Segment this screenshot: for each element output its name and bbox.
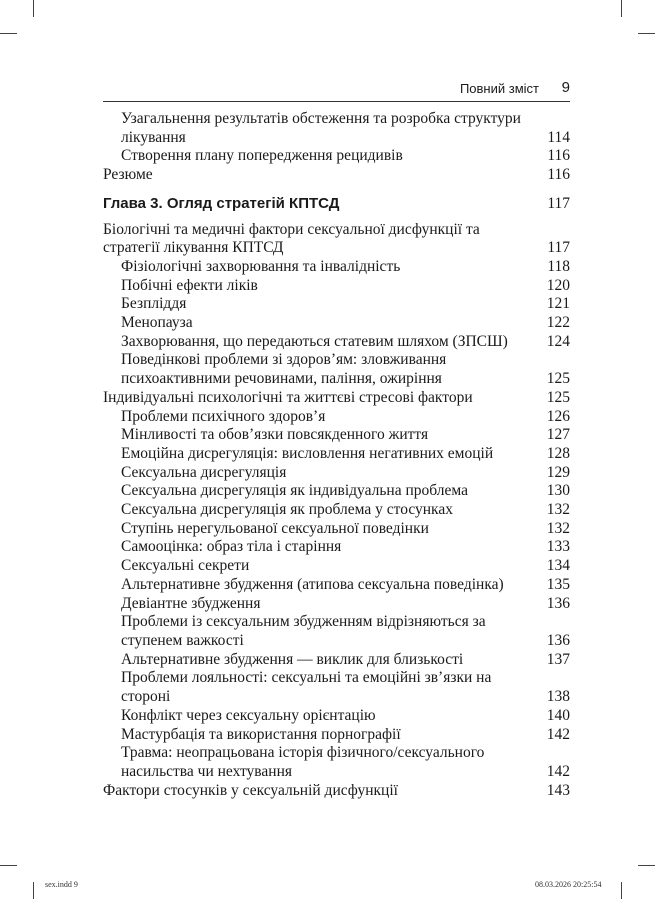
toc-entry-page: 135 bbox=[546, 575, 570, 593]
running-title: Повний зміст bbox=[459, 81, 539, 96]
toc-entry-page: 134 bbox=[546, 557, 570, 575]
toc-entry-title: Сексуальна дисрегуляція bbox=[121, 463, 287, 481]
toc-entry-title: Проблеми лояльності: сексуальні та емоційні зв’язки на стороні bbox=[121, 669, 492, 706]
crop-mark bbox=[638, 865, 655, 866]
toc-entry-page: 140 bbox=[546, 706, 570, 724]
toc-entry bbox=[103, 110, 570, 147]
toc-entry-title: Проблеми психічного здоров’я bbox=[121, 407, 326, 425]
toc-entry-title: Резюме bbox=[103, 166, 153, 184]
toc-entry-page: 133 bbox=[546, 538, 570, 556]
toc-entry-title: Конфлікт через сексуальну орієнтацію bbox=[121, 706, 376, 724]
toc-entry-page: 138 bbox=[546, 688, 570, 706]
toc-entry bbox=[103, 782, 570, 801]
toc-entry-title: Мастурбація та використання порнографії bbox=[121, 725, 401, 743]
toc-entry bbox=[103, 389, 570, 408]
toc-entry bbox=[103, 258, 570, 277]
toc-entry-page: 114 bbox=[547, 128, 570, 146]
toc-entry bbox=[103, 277, 570, 296]
toc-entry bbox=[103, 464, 570, 483]
toc-entry-title: Ступінь нерегульованої сексуальної поведінки bbox=[121, 519, 429, 537]
crop-mark bbox=[0, 865, 17, 866]
toc-entry-title: Самооцінка: образ тіла і старіння bbox=[121, 538, 342, 556]
toc-entry-title: Біологічні та медичні фактори сексуальної дисфункції та стратегії лікування КПТСД bbox=[103, 220, 480, 257]
toc-entry bbox=[103, 314, 570, 333]
toc-entry bbox=[103, 166, 570, 185]
toc-entry-page: 118 bbox=[547, 257, 570, 275]
toc-entry bbox=[103, 613, 570, 650]
toc-entry bbox=[103, 707, 570, 726]
toc-entry-page: 137 bbox=[546, 650, 570, 668]
toc-entry-title: Травма: неопрацьована історія фізичного/сексуального насильства чи нехтування bbox=[121, 744, 485, 780]
toc-entry-page: 125 bbox=[546, 388, 570, 406]
toc-entry-page: 116 bbox=[547, 147, 570, 165]
toc-entry bbox=[103, 351, 570, 388]
toc-entry bbox=[103, 482, 570, 501]
crop-mark bbox=[638, 33, 655, 34]
toc-entry-page: 126 bbox=[546, 407, 570, 425]
toc-entry-title: Мінливості та обов’язки повсякденного життя bbox=[121, 426, 429, 444]
toc-entry bbox=[103, 557, 570, 576]
toc-entry-page: 127 bbox=[546, 426, 570, 444]
toc-entry-page: 122 bbox=[546, 314, 570, 332]
toc-entry bbox=[103, 333, 570, 352]
toc-entry-page: 136 bbox=[546, 594, 570, 612]
toc-entry-title: Сексуальні секрети bbox=[121, 557, 250, 575]
crop-mark bbox=[33, 0, 34, 17]
toc-entry-title: Альтернативне збудження — виклик для близькості bbox=[121, 650, 464, 668]
toc-entry-title: Індивідуальні психологічні та життєві стресові фактори bbox=[103, 388, 473, 406]
toc-entry-page: 116 bbox=[547, 166, 570, 184]
toc-entry-page: 121 bbox=[546, 295, 570, 313]
toc-entry bbox=[103, 576, 570, 595]
toc-entry-title: Побічні ефекти ліків bbox=[121, 276, 258, 294]
toc-entry-page: 136 bbox=[546, 631, 570, 649]
crop-mark bbox=[621, 0, 622, 17]
toc-entry-title: Фактори стосунків у сексуальній дисфункції bbox=[103, 781, 398, 799]
crop-mark bbox=[621, 882, 622, 899]
toc-entry-page: 142 bbox=[546, 725, 570, 743]
toc-entry-page: 125 bbox=[546, 370, 570, 388]
toc-entry-title: Створення плану попередження рецидивів bbox=[121, 147, 403, 165]
toc-entry-title: Захворювання, що передаються статевим шляхом (ЗПСШ) bbox=[121, 332, 508, 350]
toc-entry bbox=[103, 669, 570, 706]
toc-entry bbox=[103, 221, 570, 258]
toc-entry bbox=[103, 651, 570, 670]
toc-entry-page: 143 bbox=[546, 781, 570, 799]
toc-entry bbox=[103, 445, 570, 464]
toc-entry-page: 120 bbox=[546, 276, 570, 294]
toc-entry bbox=[103, 147, 570, 166]
toc-entry bbox=[103, 744, 570, 781]
slug-datetime: 08.03.2026 20:25:54 bbox=[535, 880, 602, 889]
toc-entry-page: 129 bbox=[546, 463, 570, 481]
toc-entry bbox=[103, 726, 570, 745]
toc-entry-title: Фізіологічні захворювання та інвалідність bbox=[121, 257, 401, 275]
toc-entry-page: 132 bbox=[546, 501, 570, 519]
crop-mark bbox=[0, 33, 17, 34]
toc-entry-title: Менопауза bbox=[121, 314, 193, 332]
toc-entry-page: 117 bbox=[547, 239, 570, 257]
toc-entry bbox=[103, 520, 570, 539]
toc-entry-title: Поведінкові проблеми зі здоров’ям: зловживання психоактивними речовинами, паління, ожиріння bbox=[121, 351, 447, 388]
toc-entry bbox=[103, 538, 570, 557]
toc-entry-page: 124 bbox=[546, 332, 570, 350]
toc-entry-title: Сексуальна дисрегуляція як проблема у стосунках bbox=[121, 501, 453, 519]
toc-chapter bbox=[103, 195, 570, 214]
toc-entry-title: Сексуальна дисрегуляція як індивідуальна проблема bbox=[121, 482, 468, 500]
toc-entry bbox=[103, 295, 570, 314]
toc-entry bbox=[103, 595, 570, 614]
toc-entry-title: Глава 3. Огляд стратегій КПТСД bbox=[103, 194, 340, 212]
toc-entry-page: 117 bbox=[547, 194, 570, 212]
toc-entry-page: 128 bbox=[546, 444, 570, 462]
running-head bbox=[103, 79, 570, 102]
page-number: 9 bbox=[561, 79, 570, 96]
toc-entry-title: Проблеми із сексуальним збудженням відрізняються за ступенем важкості bbox=[121, 613, 486, 649]
toc-entry bbox=[103, 501, 570, 520]
toc-entry-page: 132 bbox=[546, 519, 570, 537]
table-of-contents bbox=[103, 110, 570, 800]
toc-entry bbox=[103, 426, 570, 445]
toc-entry bbox=[103, 408, 570, 427]
toc-entry-page: 142 bbox=[546, 762, 570, 780]
toc-entry-title: Безпліддя bbox=[121, 295, 187, 313]
crop-mark bbox=[33, 882, 34, 899]
toc-entry-page: 130 bbox=[546, 482, 570, 500]
slug-file: sex.indd 9 bbox=[45, 880, 78, 889]
toc-entry-title: Узагальнення результатів обстеження та розробка структури лікування bbox=[121, 110, 521, 146]
toc-entry-title: Емоційна дисрегуляція: висловлення негативних емоцій bbox=[121, 444, 494, 462]
toc-entry-title: Альтернативне збудження (атипова сексуальна поведінка) bbox=[121, 575, 504, 593]
toc-entry-title: Девіантне збудження bbox=[121, 594, 261, 612]
